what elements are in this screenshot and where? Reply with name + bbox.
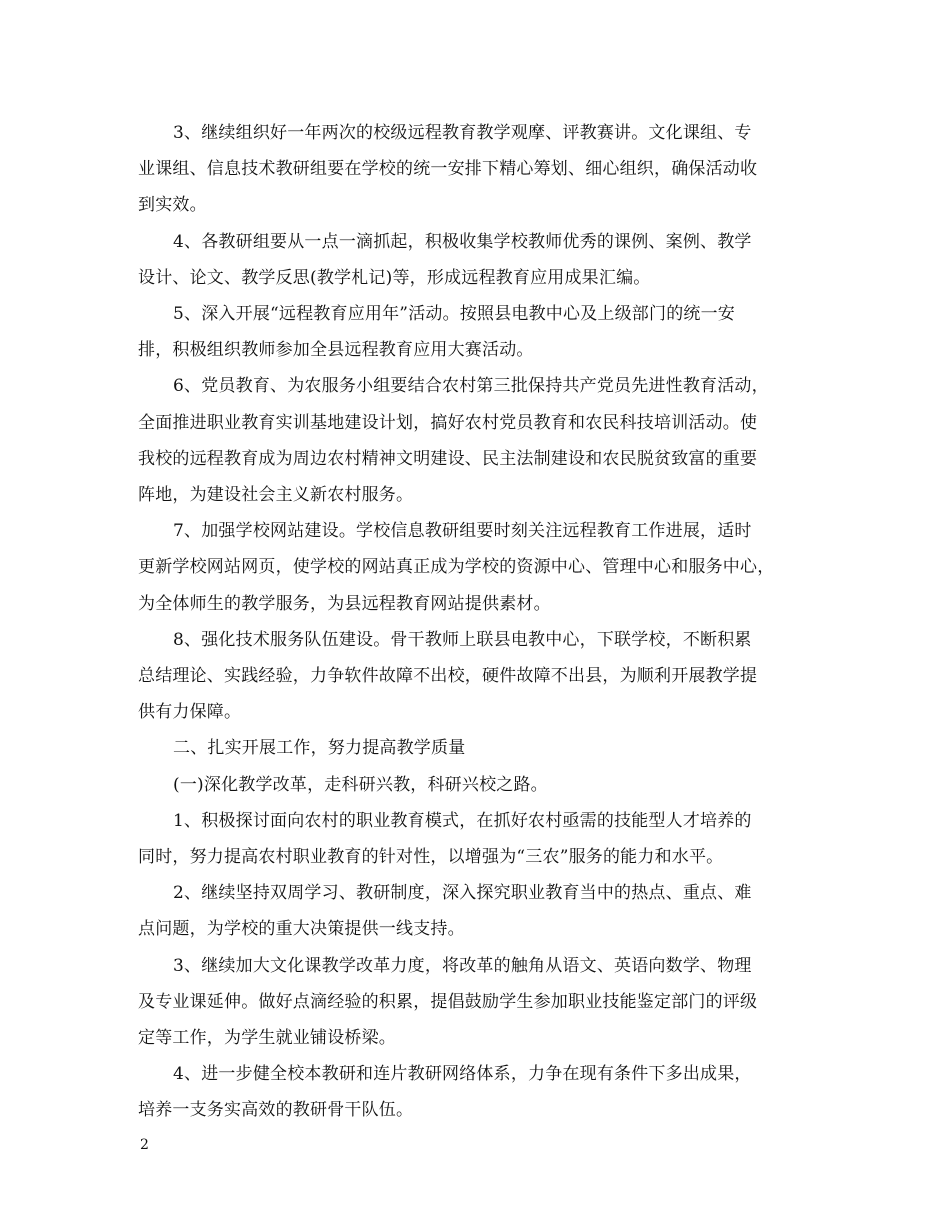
text-line: 6、党员教育、为农服务小组要结合农村第三批保持共产党员先进性教育活动， xyxy=(173,376,769,397)
text-line: 培养一支务实高效的教研骨干队伍。 xyxy=(138,1100,414,1121)
text-line: 3、继续组织好一年两次的校级远程教育教学观摩、评教赛讲。文化课组、专 xyxy=(173,123,752,143)
text-line: 业课组、信息技术教研组要在学校的统一安排下精心筹划、细心组织，确保活动收 xyxy=(138,159,758,180)
text-line: 1、积极探讨面向农村的职业教育模式，在抓好农村亟需的技能型人才培养的 xyxy=(173,810,752,831)
text-line: 阵地，为建设社会主义新农村服务。 xyxy=(138,485,414,506)
paragraph xyxy=(138,767,814,803)
document-body xyxy=(138,115,814,1129)
text-line: 2、继续坚持双周学习、教研制度，深入探究职业教育当中的热点、重点、难 xyxy=(173,883,752,904)
text-line: 7、加强学校网站建设。学校信息教研组要时刻关注远程教育工作进展，适时 xyxy=(173,521,752,542)
text-line: 设计、论文、教学反思(教学札记)等，形成远程教育应用成果汇编。 xyxy=(138,267,651,288)
text-line: 为全体师生的教学服务，为县远程教育网站提供素材。 xyxy=(138,593,551,614)
paragraph xyxy=(138,368,814,513)
text-line: 4、进一步健全校本教研和连片教研网络体系，力争在现有条件下多出成果， xyxy=(173,1064,752,1085)
text-line: 点问题，为学校的重大决策提供一线支持。 xyxy=(138,919,465,940)
text-line: 5、深入开展“远程教育应用年”活动。按照县电教中心及上级部门的统一安 xyxy=(173,304,735,325)
paragraph xyxy=(138,948,814,1057)
text-line: 总结理论、实践经验，力争软件故障不出校，硬件故障不出县，为顺利开展教学提 xyxy=(138,666,758,687)
paragraph xyxy=(138,803,814,875)
text-line: 二、扎实开展工作，努力提高教学质量 xyxy=(173,738,466,759)
paragraph xyxy=(138,513,814,622)
page-number: 2 xyxy=(140,1137,149,1153)
text-line: 定等工作，为学生就业铺设桥梁。 xyxy=(138,1028,396,1049)
text-line: 供有力保障。 xyxy=(138,702,242,723)
text-line: 4、各教研组要从一点一滴抓起，积极收集学校教师优秀的课例、案例、教学 xyxy=(173,231,752,252)
paragraph xyxy=(138,730,814,766)
paragraph xyxy=(138,115,814,224)
paragraph xyxy=(138,622,814,731)
paragraph xyxy=(138,875,814,947)
text-line: 及专业课延伸。做好点滴经验的积累，提倡鼓励学生参加职业技能鉴定部门的评级 xyxy=(138,991,758,1012)
paragraph xyxy=(138,1056,814,1128)
text-line: 3、继续加大文化课教学改革力度，将改革的触角从语文、英语向数学、物理 xyxy=(173,955,752,976)
text-line: 到实效。 xyxy=(138,195,207,216)
text-line: 同时，努力提高农村职业教育的针对性，以增强为“三农”服务的能力和水平。 xyxy=(138,847,724,868)
text-line: 更新学校网站网页，使学校的网站真正成为学校的资源中心、管理中心和服务中心， xyxy=(138,557,775,578)
text-line: 8、强化技术服务队伍建设。骨干教师上联县电教中心，下联学校，不断积累 xyxy=(173,629,752,650)
text-line: (一)深化教学改革，走科研兴教，科研兴校之路。 xyxy=(173,774,548,795)
paragraph xyxy=(138,296,814,368)
text-line: 全面推进职业教育实训基地建设计划，搞好农村党员教育和农民科技培训活动。使 xyxy=(138,412,758,433)
text-line: 我校的远程教育成为周边农村精神文明建设、民主法制建设和农民脱贫致富的重要 xyxy=(138,448,758,469)
paragraph xyxy=(138,224,814,296)
text-line: 排，积极组织教师参加全县远程教育应用大赛活动。 xyxy=(138,340,534,361)
